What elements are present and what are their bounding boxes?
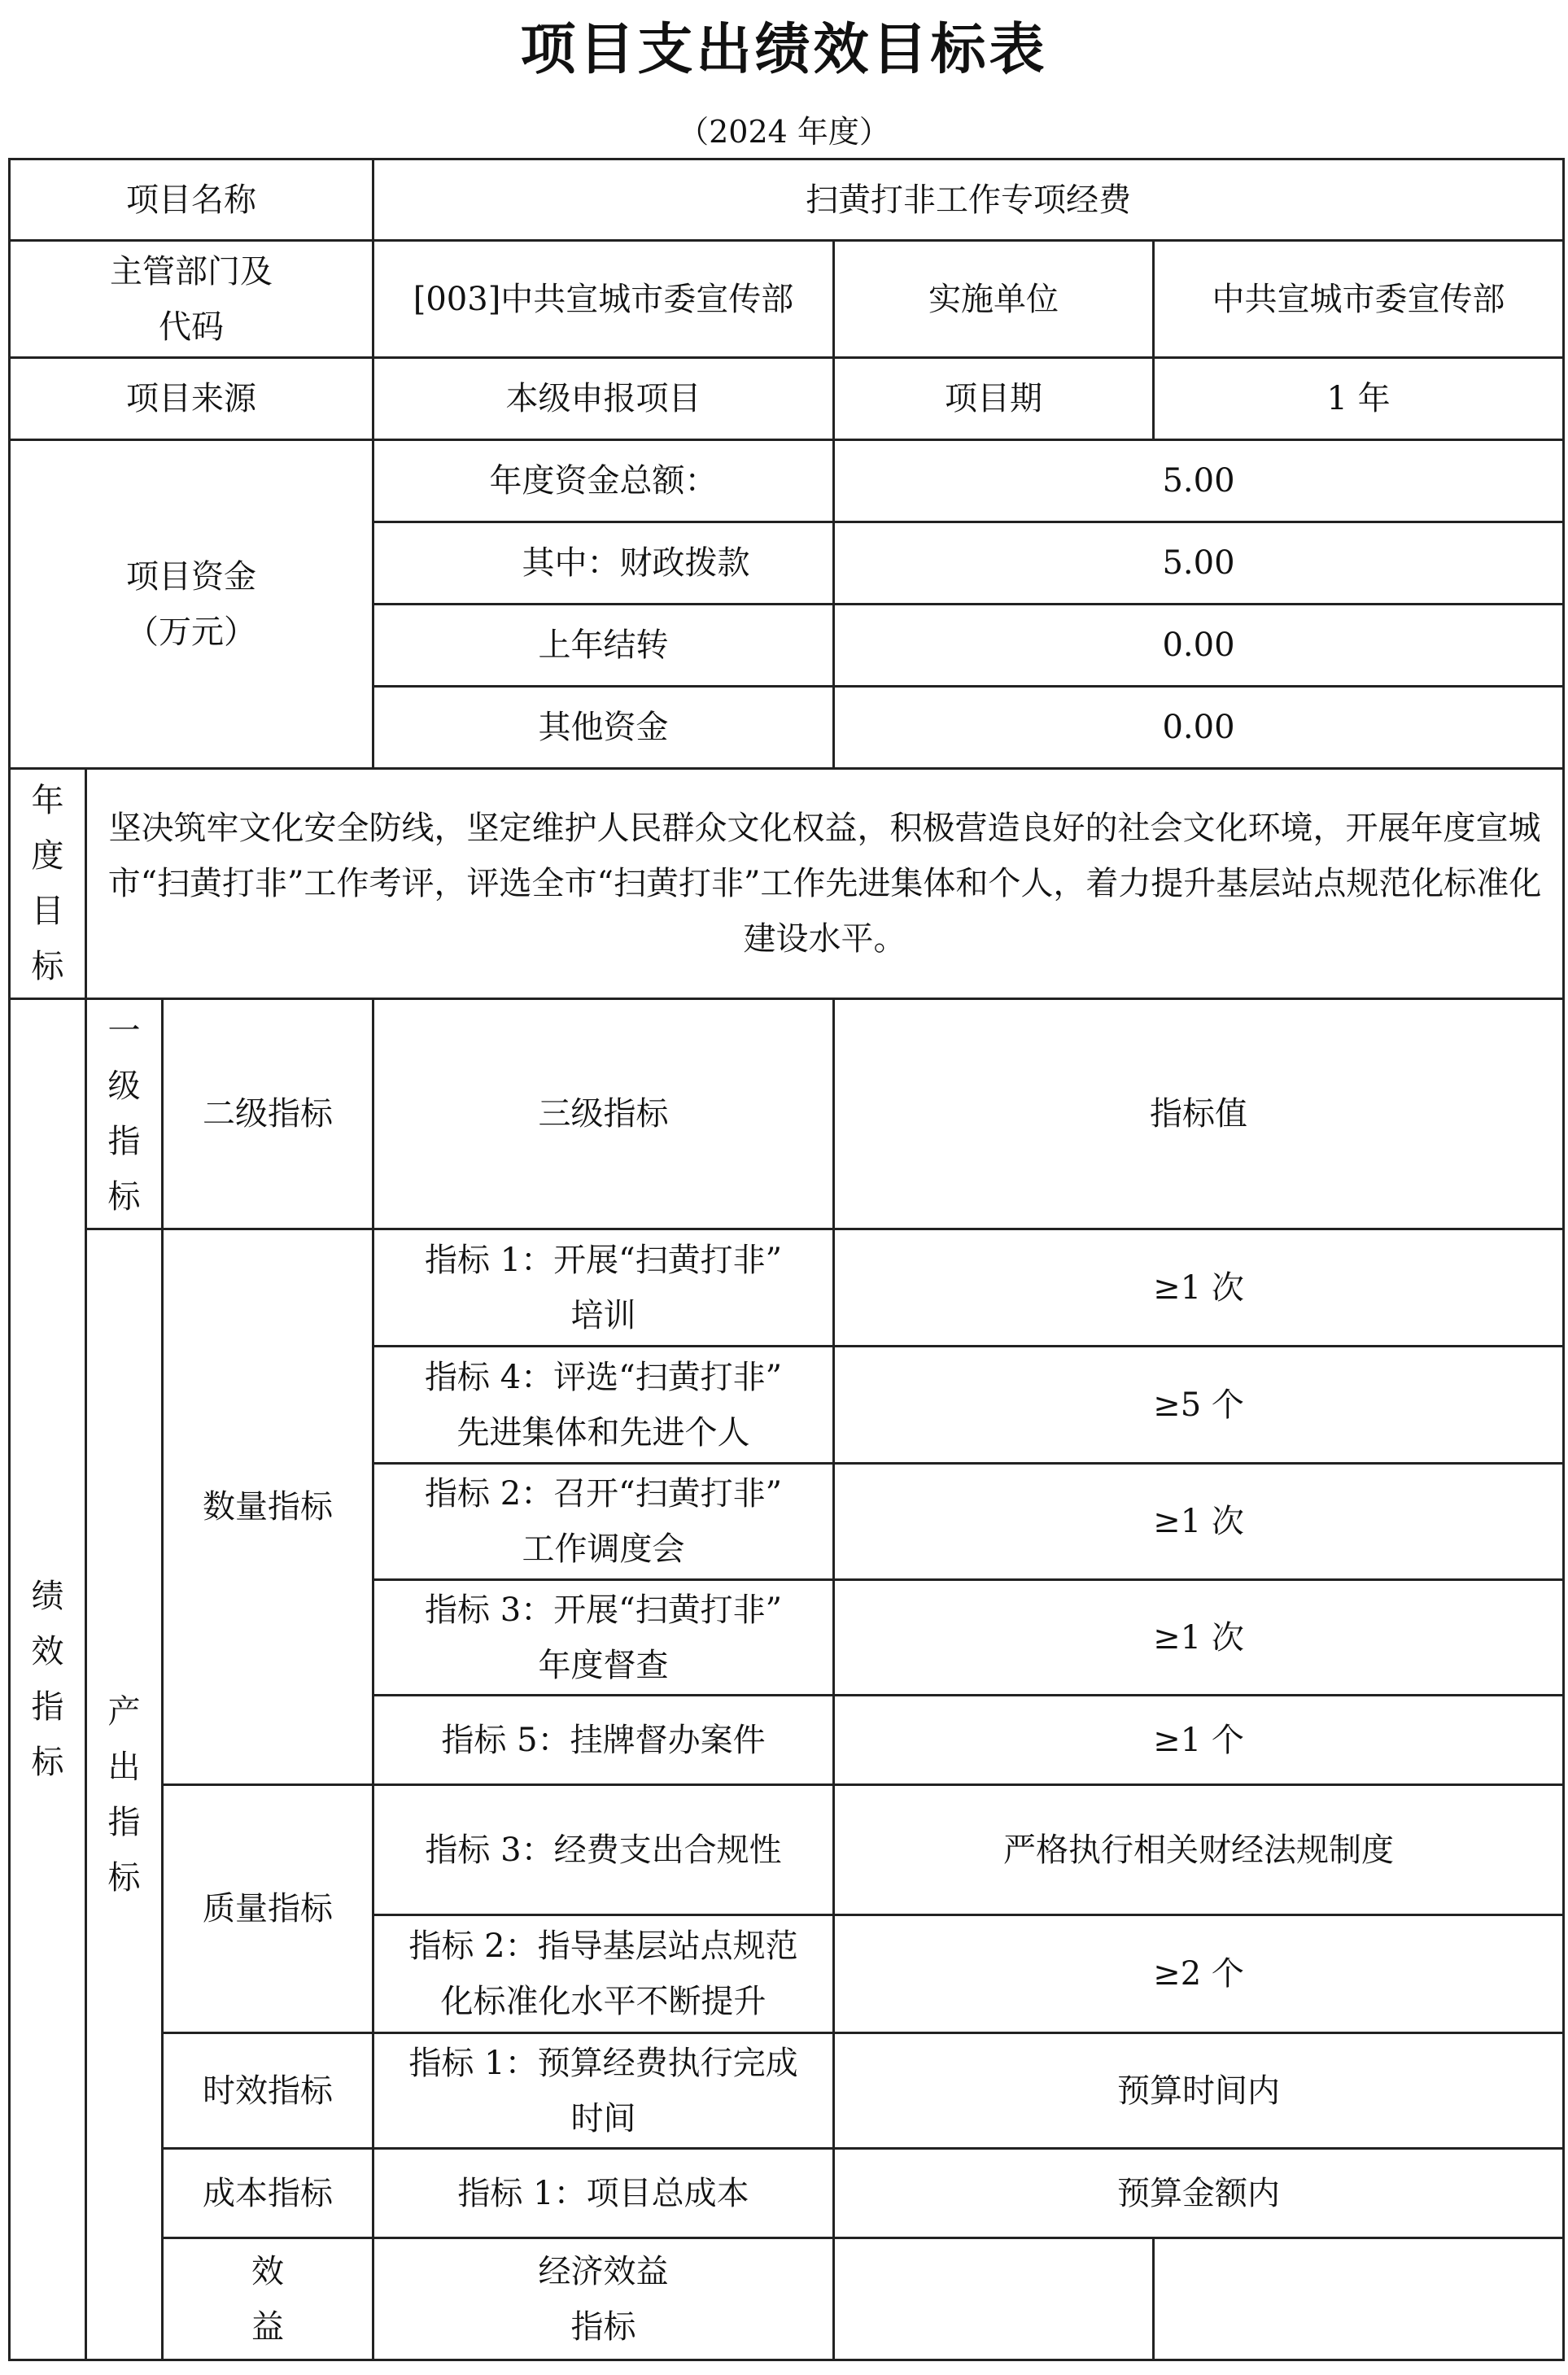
period-label: 项目期 <box>834 358 1154 440</box>
table-row <box>10 2149 1564 2238</box>
funds-other-label: 其他资金 <box>373 687 834 769</box>
indicator-name: 指标 5：挂牌督办案件 <box>373 1696 834 1785</box>
funds-label-line1: 项目资金 <box>126 557 256 596</box>
row-annual-goal <box>10 769 1564 999</box>
row-indicator-header <box>10 999 1564 1229</box>
funds-total-value: 5.00 <box>834 440 1564 522</box>
period-value: 1 年 <box>1154 358 1564 440</box>
value-header: 指标值 <box>834 999 1564 1229</box>
funds-carryover-value: 0.00 <box>834 605 1564 687</box>
annual-goal-label-char: 年 <box>31 782 64 819</box>
annual-goal-label <box>10 769 86 999</box>
level2-header: 二级指标 <box>163 999 373 1229</box>
annual-goal-text: 坚决筑牢文化安全防线，坚定维护人民群众文化权益，积极营造良好的社会文化环境，开展年度宣城市“扫黄打非”工作考评，评选全市“扫黄打非”工作先进集体和个人，着力提升基层站点规范化标准化建设水平。 <box>86 769 1564 999</box>
benefit-indicators-label <box>163 2238 373 2360</box>
timeliness-indicators-label: 时效指标 <box>163 2033 373 2149</box>
indicator-value: 预算金额内 <box>834 2149 1564 2238</box>
table-row <box>10 1785 1564 1915</box>
indicator-value: ≥1 次 <box>834 1464 1564 1580</box>
level1-header-char: 标 <box>107 1178 141 1216</box>
funds-label-line2: （万元） <box>126 613 256 651</box>
indicator-name <box>373 2033 834 2149</box>
source-value: 本级申报项目 <box>373 358 834 440</box>
funds-fiscal-label: 其中：财政拨款 <box>373 522 834 605</box>
funds-other-value: 0.00 <box>834 687 1564 769</box>
indicator-name <box>373 1580 834 1696</box>
economic-benefit-label <box>373 2238 834 2360</box>
department-label-line2: 代码 <box>159 308 224 346</box>
output-label-char: 标 <box>107 1858 141 1897</box>
funds-label <box>10 440 373 769</box>
page-title: 项目支出绩效目标表 <box>520 17 1048 82</box>
performance-label-char: 效 <box>31 1633 64 1670</box>
output-label-char: 指 <box>107 1803 141 1841</box>
table-row <box>10 2033 1564 2149</box>
economic-benefit-label-line: 指标 <box>570 2307 636 2346</box>
project-name-value: 扫黄打非工作专项经费 <box>373 159 1564 241</box>
indicator-value: ≥1 次 <box>834 1580 1564 1696</box>
impl-unit-value: 中共宣城市委宣传部 <box>1154 241 1564 358</box>
benefit-label-char: 益 <box>251 2307 284 2346</box>
row-source <box>10 358 1564 440</box>
indicator-name: 指标 3：经费支出合规性 <box>373 1785 834 1915</box>
indicator-name-line: 培训 <box>570 1296 636 1334</box>
annual-goal-label-char: 度 <box>31 837 64 875</box>
indicator-value: 严格执行相关财经法规制度 <box>834 1785 1564 1915</box>
department-value: [003]中共宣城市委宣传部 <box>373 241 834 358</box>
row-project-name <box>10 159 1564 241</box>
department-label <box>10 241 373 358</box>
output-label-char: 出 <box>107 1748 141 1786</box>
indicator-name-line: 年度督查 <box>538 1646 669 1684</box>
performance-label-char: 指 <box>31 1688 64 1726</box>
indicator-value: 预算时间内 <box>834 2033 1564 2149</box>
year-subtitle: （2024 年度） <box>678 113 890 150</box>
indicator-name-line: 化标准化水平不断提升 <box>440 1983 767 2020</box>
indicator-name-line: 工作调度会 <box>522 1530 685 1568</box>
indicator-name-line: 指标 2：召开“扫黄打非” <box>424 1475 783 1513</box>
indicator-name <box>373 1229 834 1347</box>
indicator-name <box>373 1347 834 1464</box>
indicator-name: 指标 1：项目总成本 <box>373 2149 834 2238</box>
level1-header-char: 一 <box>107 1012 141 1050</box>
indicator-value: ≥1 个 <box>834 1696 1564 1785</box>
row-funds-total <box>10 440 1564 522</box>
output-label-char: 产 <box>107 1692 141 1731</box>
indicator-name-line: 指标 1：预算经费执行完成 <box>408 2044 798 2082</box>
row-department <box>10 241 1564 358</box>
quality-indicators-label: 质量指标 <box>163 1785 373 2033</box>
cost-indicators-label: 成本指标 <box>163 2149 373 2238</box>
performance-target-table <box>8 158 1565 2361</box>
indicator-name-line: 指标 3：开展“扫黄打非” <box>424 1591 783 1629</box>
annual-goal-label-char: 标 <box>31 948 64 985</box>
indicator-value: ≥5 个 <box>834 1347 1564 1464</box>
output-indicators-label <box>86 1229 163 2360</box>
indicator-name-line: 指标 4：评选“扫黄打非” <box>424 1358 783 1396</box>
performance-label-char: 标 <box>31 1744 64 1781</box>
level1-header-char: 级 <box>107 1067 141 1105</box>
level3-header: 三级指标 <box>373 999 834 1229</box>
indicator-name-line: 指标 2：指导基层站点规范 <box>408 1928 798 1965</box>
table-row <box>10 2238 1564 2360</box>
source-label: 项目来源 <box>10 358 373 440</box>
level1-header-char: 指 <box>107 1123 141 1160</box>
indicator-value: ≥1 次 <box>834 1229 1564 1347</box>
project-name-label: 项目名称 <box>10 159 373 241</box>
benefit-label-char: 效 <box>251 2252 284 2290</box>
indicator-name-line: 先进集体和先进个人 <box>456 1413 750 1452</box>
level1-header <box>86 999 163 1229</box>
indicator-name <box>373 1464 834 1580</box>
table-row <box>10 1229 1564 1347</box>
funds-total-label: 年度资金总额： <box>373 440 834 522</box>
indicator-name-line: 指标 1：开展“扫黄打非” <box>424 1241 783 1279</box>
department-label-line1: 主管部门及 <box>110 252 273 290</box>
indicator-value: ≥2 个 <box>834 1915 1564 2033</box>
funds-carryover-label: 上年结转 <box>373 605 834 687</box>
quantity-indicators-label: 数量指标 <box>163 1229 373 1785</box>
funds-fiscal-value: 5.00 <box>834 522 1564 605</box>
indicator-name <box>834 2238 1154 2360</box>
performance-label-char: 绩 <box>31 1578 64 1615</box>
annual-goal-label-char: 目 <box>31 893 64 930</box>
indicator-name <box>373 1915 834 2033</box>
impl-unit-label: 实施单位 <box>834 241 1154 358</box>
economic-benefit-label-line: 经济效益 <box>538 2252 669 2290</box>
indicator-value <box>1154 2238 1564 2360</box>
performance-indicators-label <box>10 999 86 2360</box>
indicator-name-line: 时间 <box>570 2099 636 2137</box>
